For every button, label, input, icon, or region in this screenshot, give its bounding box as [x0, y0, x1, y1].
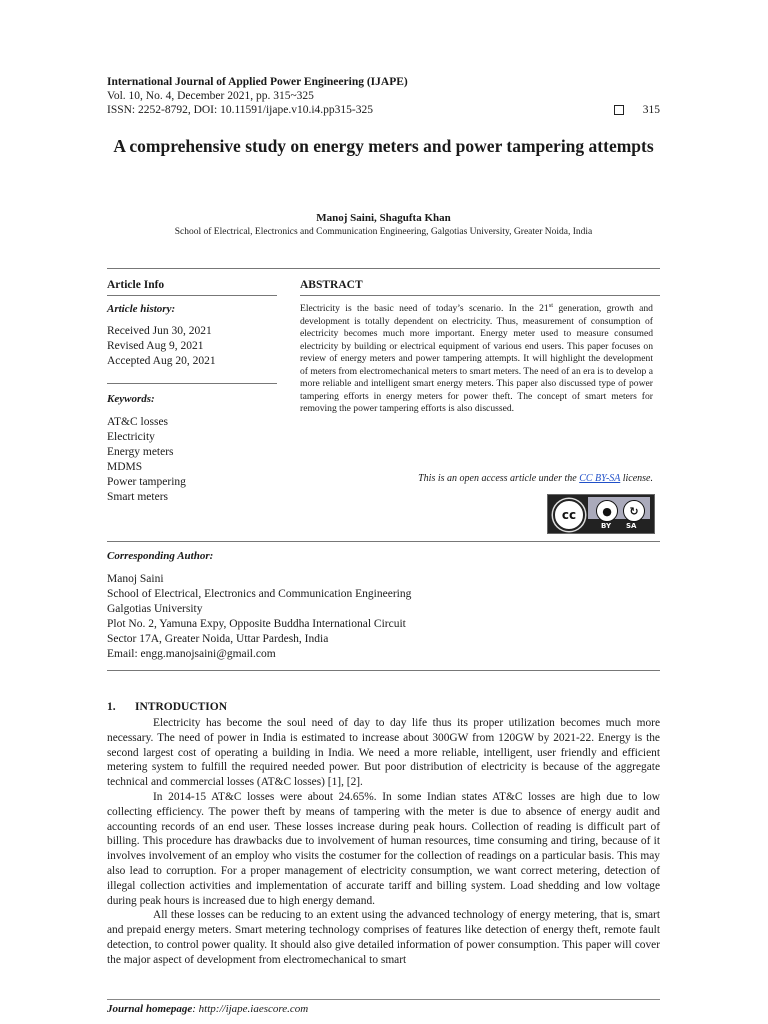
corresponding-author-block: [107, 572, 411, 662]
issn-row: [107, 103, 660, 117]
page-number: 315: [642, 104, 660, 116]
cc-by-sa-badge[interactable]: [547, 494, 655, 534]
history-received: Received Jun 30, 2021: [107, 325, 212, 337]
license-suffix: license.: [620, 473, 653, 484]
abstract-text-b: generation, growth and development is totally dependent on electricity. Thus, measurement of consumption of electricity becomes much more important. Energy meter used to measure consumed electricity by building or electrical equipment of various end users. This paper focuses on review of energy meters and power tampering attempts. It will highlight the development of meters from electromechanical meters to smart meters. The need of an era is to develop a more reliable and intelligent smart energy meters. This paper also discussed type of power tampering efforts in energy meters for power theft. The concept of smart meters for removing the power tampering efforts is also discussed.: [300, 303, 653, 415]
keywords-heading: Keywords:: [107, 393, 155, 405]
footer-url[interactable]: : http://ijape.iaescore.com: [192, 1003, 309, 1015]
footer: [107, 1003, 308, 1015]
section-number: 1.: [107, 701, 116, 713]
footer-divider: [107, 999, 660, 1000]
corresponding-school: School of Electrical, Electronics and Communication Engineering: [107, 588, 412, 600]
keyword-item: MDMS: [107, 461, 143, 473]
corresponding-name: Manoj Saini: [107, 573, 164, 585]
keyword-item: Power tampering: [107, 476, 186, 488]
paragraph: Electricity has become the soul need of day to day life thus its proper utilization becomes much more necessary. The need of power in India is estimated to increase about 300GW from 120GW by 2021-22. Energy is the second largest cost of operating a building in India. We need a more reliable, intelligent, user friendly and efficient metering system to fulfill the required needed power. But poor distribution of electricity is because of the aggregate technical and commercial losses (AT&C losses) [1], [2].: [107, 717, 660, 789]
attribution-icon: ●: [596, 500, 618, 522]
cc-icon: cc: [553, 499, 585, 531]
divider-corresponding: [107, 541, 660, 542]
license-prefix: This is an open access article under the: [418, 473, 580, 484]
corresponding-heading: Corresponding Author:: [107, 550, 214, 562]
divider-bottom: [107, 670, 660, 671]
paragraph: In 2014-15 AT&C losses were about 24.65%. In some Indian states AT&C losses are high due to low collecting efficiency. The power theft by means of tampering with the meter is due to absence of energy audit and accounting records of an end user. These losses increase during peak hours. Collection of reading is difficult part of billing. This procedure has drawbacks due to involvement of human resources, time consuming and tiring, because of it involves involvement of an employ who visits the costumer for the collection of readings on a particular basis. This may also lead to corruption. For a proper management of electricity consumption, we want correct metering, detection of illegal collection activities and implementation of accurate tariff and billing system. Load shedding and low voltage during peak hours is increased due to high energy demand.: [107, 790, 660, 907]
volume-line: Vol. 10, No. 4, December 2021, pp. 315~325: [107, 90, 314, 102]
abstract-heading: ABSTRACT: [300, 279, 363, 291]
introduction-heading: [107, 701, 227, 713]
abstract-sup: st: [548, 302, 554, 309]
keyword-item: Smart meters: [107, 491, 168, 503]
history-list: [107, 324, 216, 369]
history-accepted: Accepted Aug 20, 2021: [107, 355, 216, 367]
journal-header: [107, 75, 660, 117]
corresponding-email: Email: engg.manojsaini@gmail.com: [107, 648, 276, 660]
corresponding-address-1: Plot No. 2, Yamuna Expy, Opposite Buddha International Circuit: [107, 618, 406, 630]
keywords-list: [107, 415, 186, 505]
footer-label: Journal homepage: [107, 1003, 193, 1015]
license-note: [300, 473, 653, 484]
abstract-text: [300, 300, 653, 416]
cc-by-sa-link[interactable]: CC BY-SA: [579, 473, 621, 484]
divider-info: [107, 295, 277, 296]
issn-doi-line: ISSN: 2252-8792, DOI: 10.11591/ijape.v10.i4.pp315-325: [107, 104, 373, 116]
keyword-item: Energy meters: [107, 446, 174, 458]
keyword-item: AT&C losses: [107, 416, 169, 428]
section-title: INTRODUCTION: [135, 701, 228, 713]
sa-label: SA: [626, 522, 637, 530]
affiliation: School of Electrical, Electronics and Communication Engineering, Galgotias University, Greater Noida, India: [174, 227, 593, 237]
by-label: BY: [601, 522, 612, 530]
square-icon: [614, 105, 624, 115]
paragraph: All these losses can be reducing to an extent using the advanced technology of energy metering, that is, smart and prepaid energy meters. Smart metering technology comprises of features like detection of energy theft, remote fault detection, to control power quality. It should also give detailed information of power consumption. This paper will cover the major aspect of development from electromechanical to smart: [107, 909, 660, 966]
badge-icon-strip: [588, 497, 650, 519]
history-heading: Article history:: [107, 303, 176, 315]
history-revised: Revised Aug 9, 2021: [107, 340, 204, 352]
divider-top: [107, 268, 660, 269]
corresponding-address-2: Sector 17A, Greater Noida, Uttar Pardesh, India: [107, 633, 329, 645]
authors: Manoj Saini, Shagufta Khan: [316, 212, 451, 224]
keyword-item: Electricity: [107, 431, 155, 443]
share-alike-icon: ↻: [623, 500, 645, 522]
paper-title: A comprehensive study on energy meters and power tampering attempts: [113, 136, 654, 156]
corresponding-university: Galgotias University: [107, 603, 203, 615]
introduction-body: [107, 716, 660, 968]
journal-name: International Journal of Applied Power Engineering (IJAPE): [107, 76, 408, 88]
divider-keywords: [107, 383, 277, 384]
article-info-heading: Article Info: [107, 279, 165, 291]
divider-abstract: [300, 295, 660, 296]
abstract-text-a: Electricity is the basic need of today’s scenario. In the 21: [300, 303, 549, 315]
